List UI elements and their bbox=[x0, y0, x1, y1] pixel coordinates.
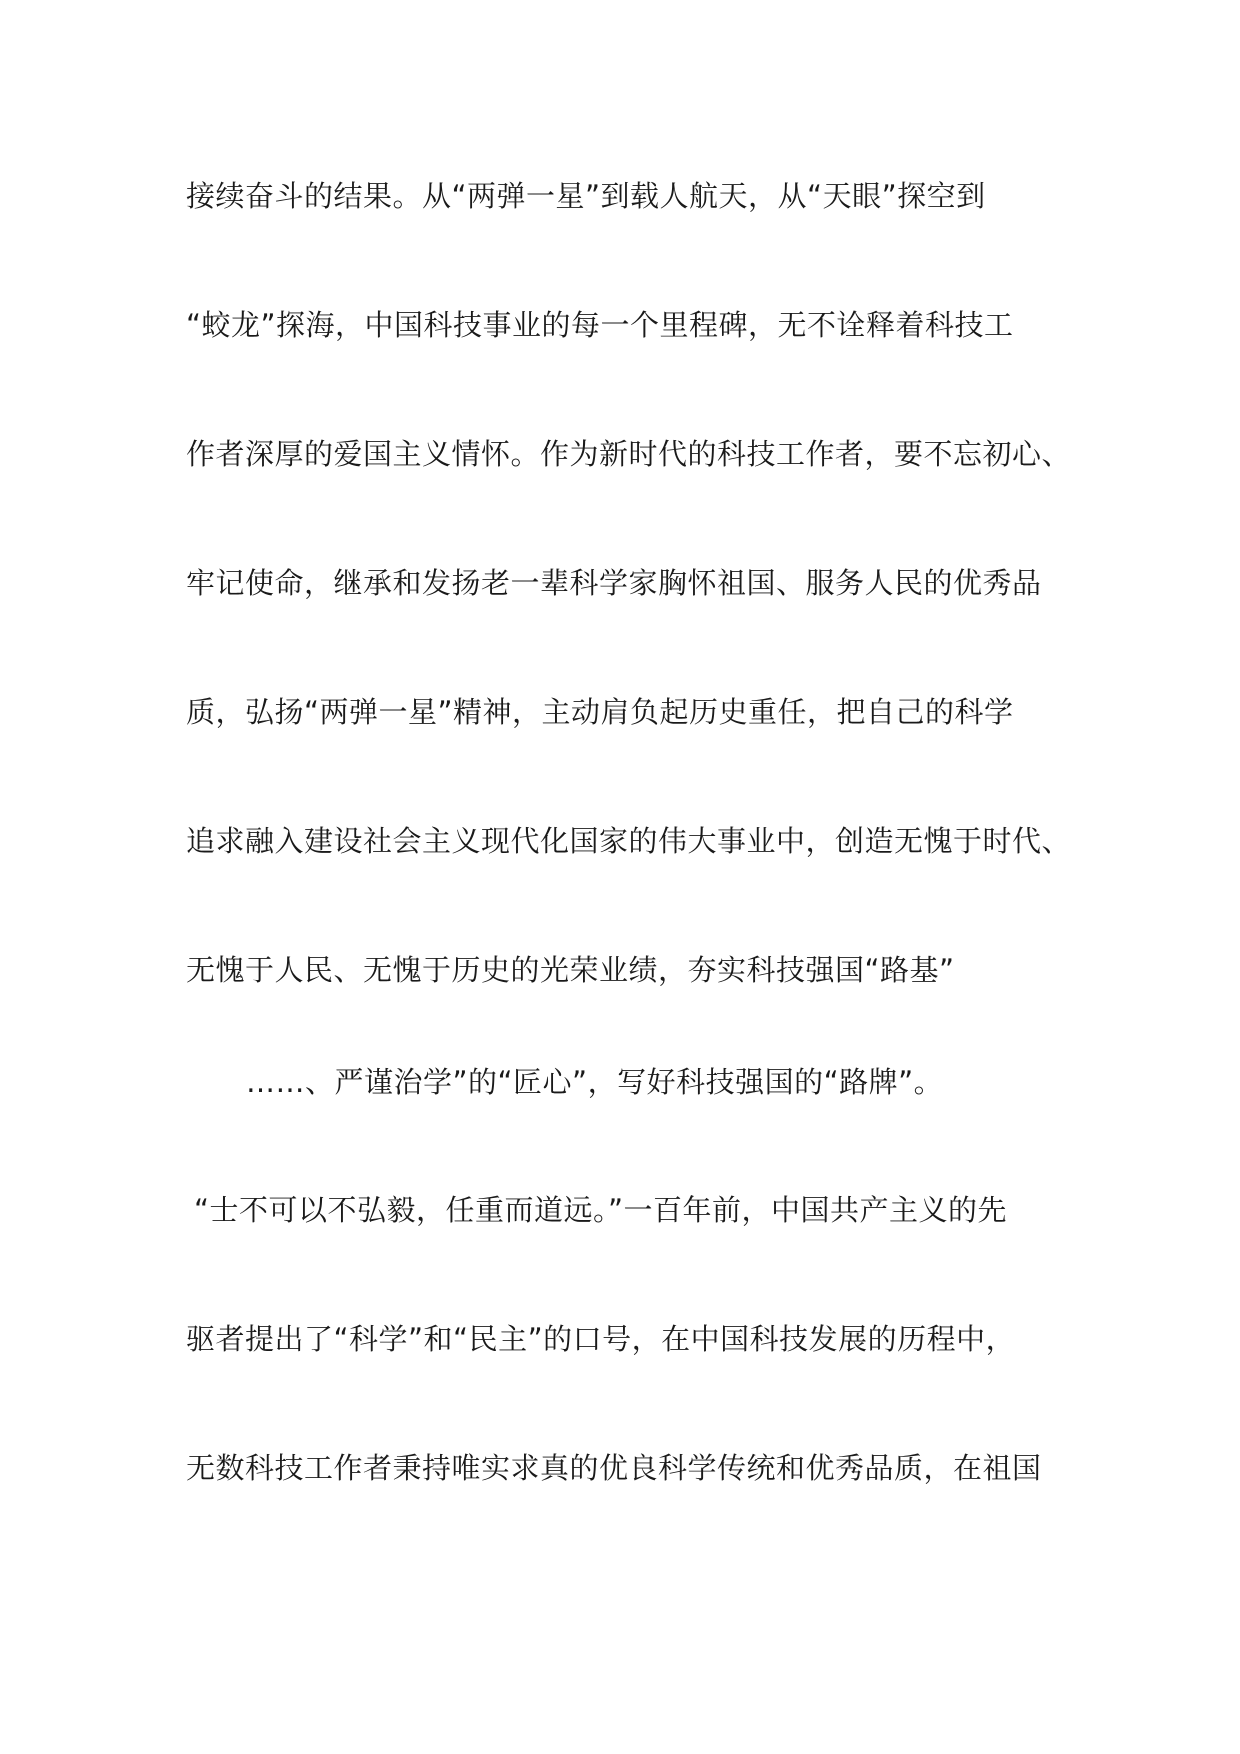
text-line-3: 作者深厚的爱国主义情怀。作为新时代的科技工作者，要不忘初心、 bbox=[186, 437, 1072, 471]
text-line-1: 接续奋斗的结果。从“两弹一星”到载人航天，从“天眼”探空到 bbox=[186, 179, 986, 213]
text-line-8: ……、严谨治学”的“匠心”，写好科技强国的“路牌”。 bbox=[246, 1065, 944, 1099]
text-line-9: “士不可以不弘毅，任重而道远。”一百年前，中国共产主义的先 bbox=[194, 1193, 1008, 1227]
text-line-7: 无愧于人民、无愧于历史的光荣业绩，夯实科技强国“路基” bbox=[186, 953, 955, 987]
text-line-4: 牢记使命，继承和发扬老一辈科学家胸怀祖国、服务人民的优秀品 bbox=[186, 566, 1042, 600]
text-line-5: 质，弘扬“两弹一星”精神，主动肩负起历史重任，把自己的科学 bbox=[186, 695, 1014, 729]
text-line-10: 驱者提出了“科学”和“民主”的口号，在中国科技发展的历程中， bbox=[186, 1322, 1016, 1356]
text-line-11: 无数科技工作者秉持唯实求真的优良科学传统和优秀品质，在祖国 bbox=[186, 1451, 1042, 1485]
text-line-2: “蛟龙”探海，中国科技事业的每一个里程碑，无不诠释着科技工 bbox=[186, 308, 1014, 342]
text-line-6: 追求融入建设社会主义现代化国家的伟大事业中，创造无愧于时代、 bbox=[186, 824, 1072, 858]
